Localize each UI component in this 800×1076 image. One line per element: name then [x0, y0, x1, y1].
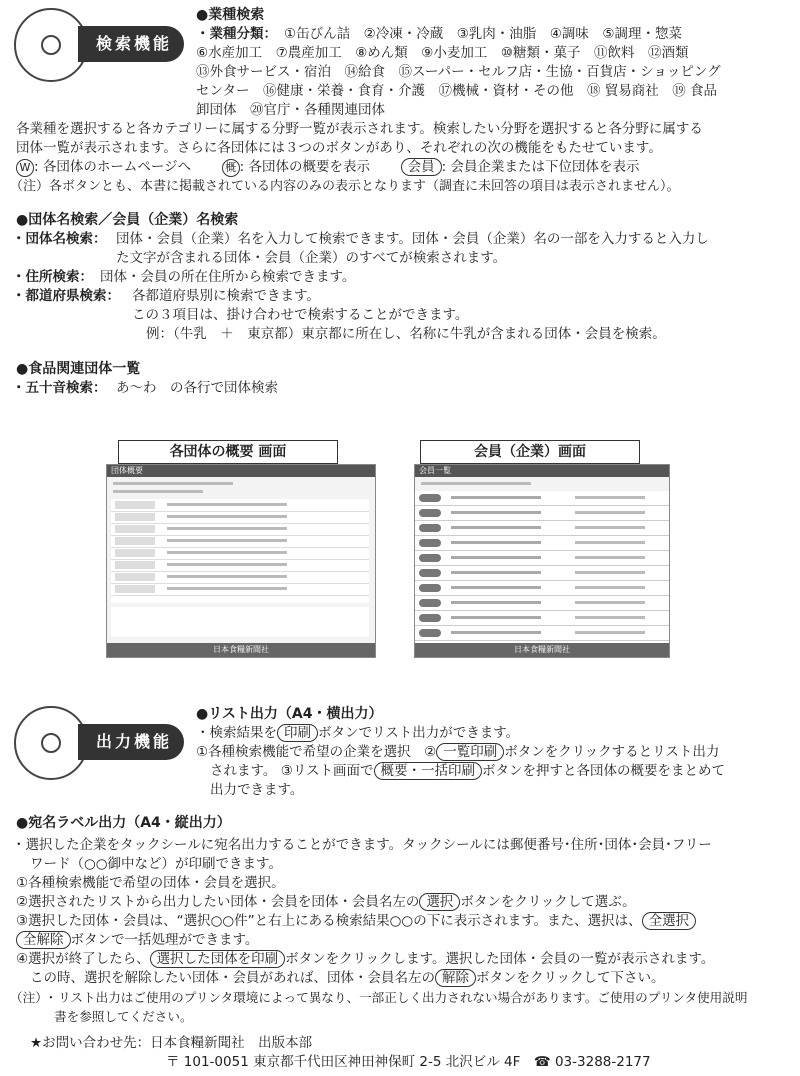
homepage-button-desc: : 各団体のホームページへ	[34, 159, 192, 175]
outline-button-icon: 概	[222, 159, 240, 177]
address-search-text: 団体・会員の所在住所から検索できます。	[100, 269, 356, 285]
label-output-heading: ●宛名ラベル出力（A4・縦出力）	[16, 815, 231, 831]
gojuon-search-label: ・五十音検索：	[12, 380, 107, 396]
name-search-label: ・団体名検索：	[12, 231, 107, 247]
buttons-legend	[16, 158, 639, 177]
prefecture-search-text: 各都道府県別に検索できます。	[132, 288, 320, 304]
outline-screen-thumbnail	[106, 464, 376, 658]
outline-button-desc: : 各団体の概要を表示	[239, 159, 371, 175]
bunrui-line-2: ⑥水産加工 ⑦農産加工 ⑧めん類 ⑨小麦加工 ⑩糖類・菓子 ⑪飲料 ⑫酒類	[196, 45, 689, 61]
list-output-line-3: されます。 ③リスト画面で 概要・一括印刷 ボタンを押すと各団体の概要をまとめて	[210, 763, 726, 779]
search-desc-1: 各業種を選択すると各カテゴリーに属する分野一覧が表示されます。検索したい分野を選択すると各分野に属する	[16, 121, 703, 137]
label-output-line-8: この時、選択を解除したい団体・会員があれば、団体・会員名左の 解除 ボタンをクリックして下さい。	[30, 970, 665, 986]
member-screen-title: 会員（企業）画面	[420, 440, 640, 464]
prefecture-search-label: ・都道府県検索：	[12, 288, 120, 304]
list-print-button-label: 一覧印刷	[436, 743, 504, 761]
deselect-all-button-label: 全解除	[16, 931, 71, 949]
label-output-line-2: ワード（○○御中など）が印刷できます。	[30, 856, 282, 872]
bunrui-line-1: ①缶びん詰 ②冷凍・冷蔵 ③乳肉・油脂 ④調味 ⑤調理・惣菜	[284, 26, 683, 42]
name-search-text-1: 団体・会員（企業）名を入力して検索できます。団体・会員（企業）名の一部を入力すると入力し	[116, 231, 709, 247]
list-output-heading: ●リスト出力（A4・横出力）	[196, 706, 383, 722]
label-output-line-3: ①各種検索機能で希望の団体・会員を選択。	[16, 875, 285, 891]
name-search-heading: ●団体名検索／会員（企業）名検索	[16, 212, 239, 228]
list-output-line-1: ・検索結果を 印刷 ボタンでリスト出力ができます。	[196, 725, 520, 741]
output-feature-badge: 出力機能	[78, 724, 184, 760]
contact-line-2: 〒 101-0051 東京都千代田区神田神保町 2-5 北沢ビル 4F ☎ 03-3288-2177	[166, 1054, 651, 1070]
output-note-2: 書を参照してください。	[54, 1009, 193, 1024]
select-button-label: 選択	[419, 893, 460, 911]
outline-screen-header: 団体概要	[107, 465, 375, 477]
homepage-button-icon: W	[16, 159, 34, 177]
combo-example-text: 例：（牛乳 ＋ 東京都）東京都に所在し、名称に牛乳が含まれる団体・会員を検索。	[146, 326, 666, 342]
outline-print-button-label: 概要・一括印刷	[374, 762, 483, 780]
address-search-label: ・住所検索：	[12, 269, 93, 285]
cancel-button-label: 解除	[435, 969, 476, 987]
label-output-line-1: ・選択した企業をタックシールに宛名出力することができます。タックシールには郵便番号･住所･団体･会員･フリー	[12, 837, 712, 853]
outline-screen-footer: 日本食糧新聞社	[107, 643, 375, 657]
gyoushu-search-heading: ●業種検索	[196, 7, 265, 23]
list-output-line-2: ①各種検索機能で希望の企業を選択 ② 一覧印刷 ボタンをクリックするとリスト出力	[196, 744, 720, 760]
search-note: （注）各ボタンとも、本書に掲載されている内容のみの表示となります（調査に未回答の項目は表示されません）。	[10, 179, 680, 194]
label-output-line-5: ③選択した団体・会員は、“選択○○件”と右上にある検索結果○○の下に表示されます。また、選択は、 全選択	[16, 912, 696, 931]
combo-search-text: この３項目は、掛け合わせで検索することができます。	[132, 307, 469, 323]
member-button-desc: : 会員企業または下位団体を表示	[441, 159, 640, 175]
bunrui-line-5: 卸団体 ⑳官庁・各種関連団体	[196, 102, 385, 118]
name-search-text-2: た文字が含まれる団体・会員（企業）のすべてが検索されます。	[116, 250, 507, 266]
output-note-1: （注）･ リスト出力はご使用のプリンタ環境によって異なり、一部正しく出力されない場合があります。ご使用のプリンタ使用説明	[10, 990, 748, 1005]
list-output-line-4: 出力できます。	[210, 782, 304, 798]
food-org-list-heading: ●食品関連団体一覧	[16, 361, 141, 377]
print-button-label: 印刷	[277, 724, 318, 742]
label-output-line-7: ④選択が終了したら、 選択した団体を印刷 ボタンをクリックします。選択した団体・会員の一覧が表示されます。	[16, 951, 715, 967]
outline-screen-title: 各団体の概要 画面	[118, 440, 338, 464]
member-screen-footer: 日本食糧新聞社	[415, 643, 669, 657]
label-output-line-6: 全解除 ボタンで一括処理ができます。	[16, 931, 258, 950]
print-selected-button-label: 選択した団体を印刷	[150, 950, 286, 968]
search-feature-badge: 検索機能	[78, 26, 184, 62]
bunrui-line-3: ⑬外食サービス・宿泊 ⑭給食 ⑮スーパー・セルフ店・生協・百貨店・ショッピング	[196, 64, 721, 80]
bunrui-label: ・業種分類：	[196, 26, 277, 42]
member-screen-thumbnail	[414, 464, 670, 658]
bunrui-line-4: センター ⑯健康・栄養・食育・介護 ⑰機械・資材・その他 ⑱ 貿易商社 ⑲ 食品	[196, 83, 718, 99]
cd-disc-icon-output	[14, 706, 88, 780]
member-button-icon: 会員	[401, 158, 442, 176]
select-all-button-label: 全選択	[642, 912, 697, 930]
contact-line-1: ★お問い合わせ先：日本食糧新聞社 出版本部	[30, 1035, 313, 1051]
member-screen-header: 会員一覧	[415, 465, 669, 477]
gojuon-search-text: あ〜わ の各行で団体検索	[116, 380, 278, 396]
cd-disc-icon	[14, 8, 88, 82]
label-output-line-4: ②選択されたリストから出力したい団体・会員を団体・会員名左の 選択 ボタンをクリックして選ぶ。	[16, 894, 636, 910]
search-desc-2: 団体一覧が表示されます。さらに各団体には３つのボタンがあり、それぞれの次の機能をもたせています。	[16, 140, 662, 156]
